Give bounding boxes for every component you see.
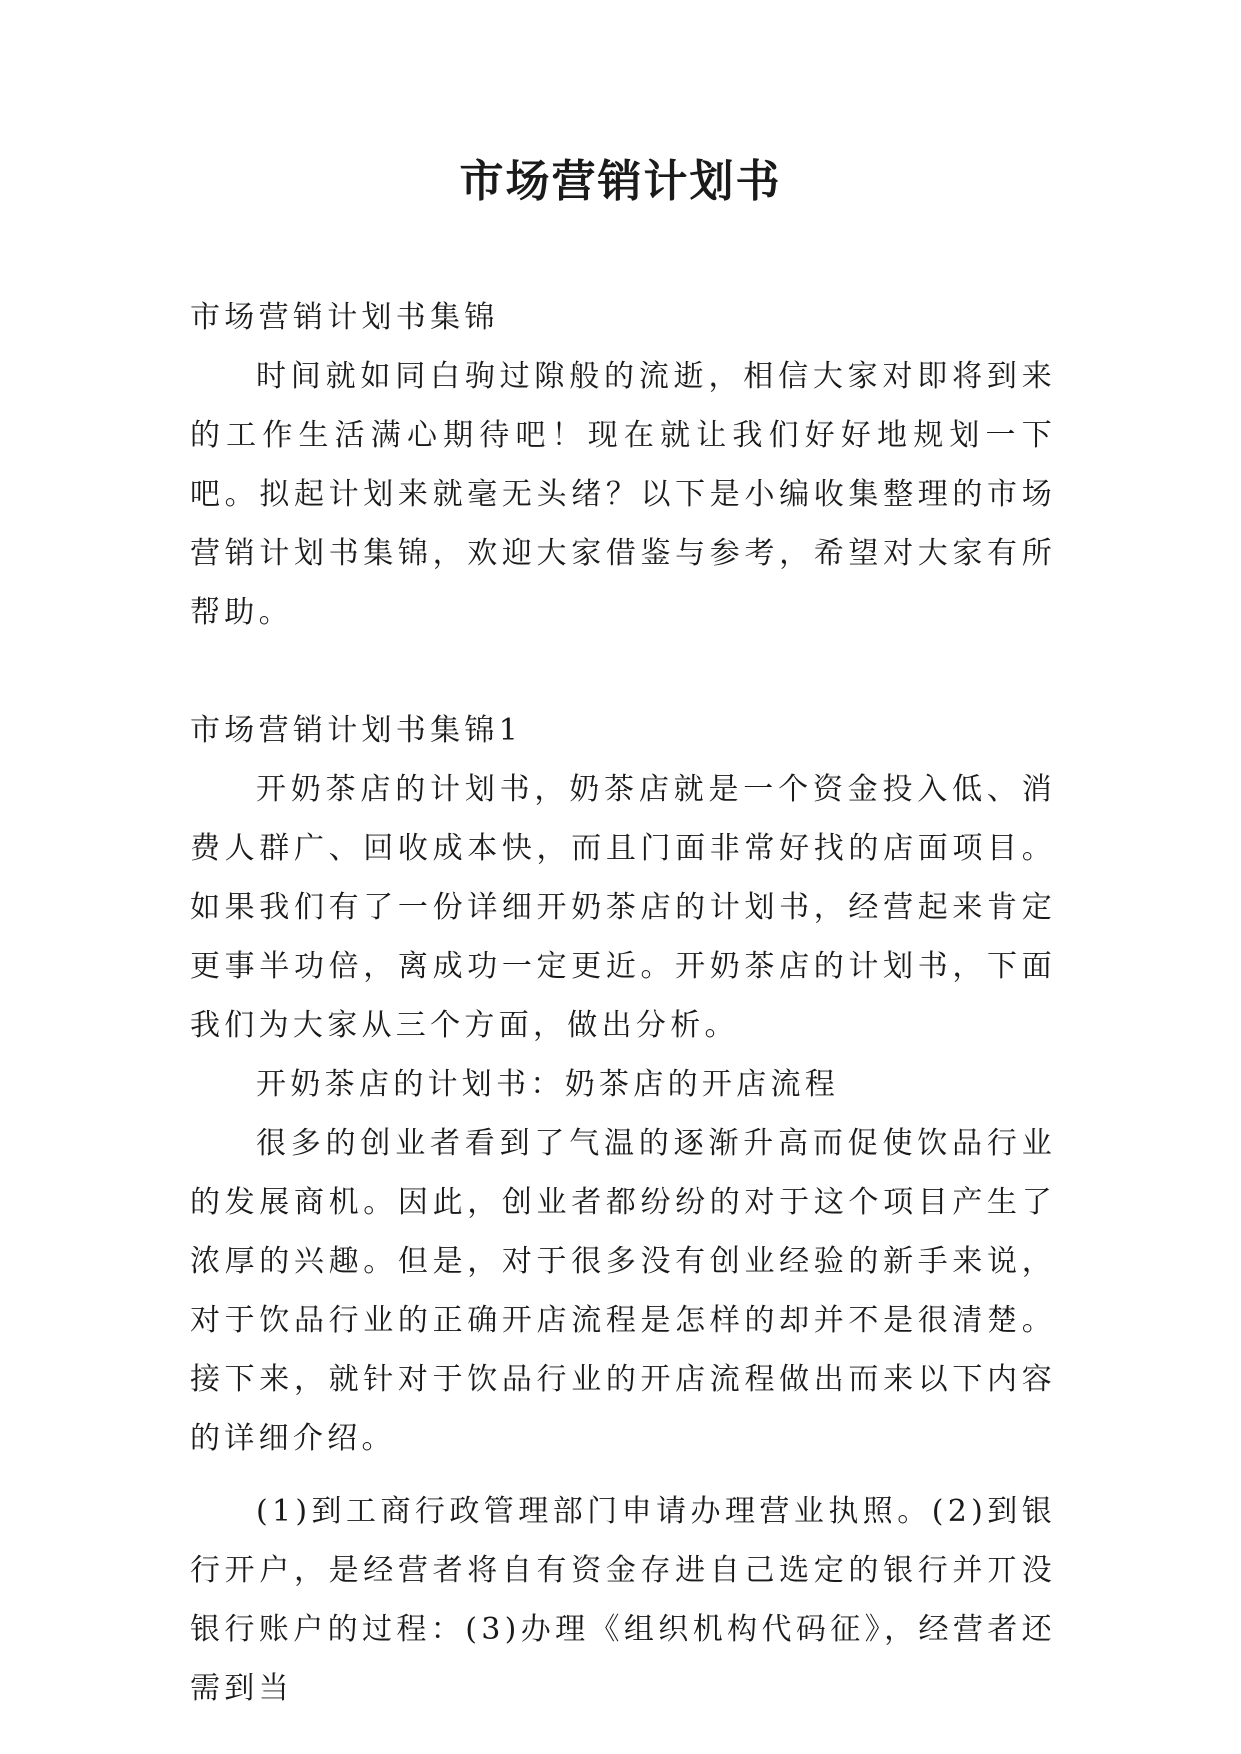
subheading-paragraph: 开奶茶店的计划书：奶茶店的开店流程	[256, 1067, 840, 1102]
document-body	[190, 288, 1056, 1718]
body-paragraph: 很多的创业者看到了气温的逐渐升高而促使饮品行业的发展商机。因此，创业者都纷纷的对于这个项目产生了浓厚的兴趣。但是，对于很多没有创业经验的新手来说，对于饮品行业的正确开店流程是怎样的却并不是很清楚。接下来，就针对于饮品行业的开店流程做出而来以下内容的详细介绍。	[190, 1126, 1056, 1456]
subtitle: 市场营销计划书集锦	[190, 300, 499, 335]
body-paragraph: (1)到工商行政管理部门申请办理营业执照。(2)到银行开户，是经营者将自有资金存进自己选定的银行并丌没银行账户的过程：(3)办理《组织机构代码征》，经营者还需到当	[190, 1494, 1056, 1706]
intro-paragraph: 时间就如同白驹过隙般的流逝，相信大家对即将到来的工作生活满心期待吧！现在就让我们好好地规划一下吧。拟起计划来就毫无头绪？以下是小编收集整理的市场营销计划书集锦，欢迎大家借鉴与参考，希望对大家有所帮助。	[190, 359, 1056, 630]
document-title: 市场营销计划书	[459, 156, 782, 207]
body-paragraph: 开奶茶店的计划书，奶茶店就是一个资金投入低、消费人群广、回收成本快，而且门面非常好找的店面项目。如果我们有了一份详细开奶茶店的计划书，经营起来肯定更事半功倍，离成功一定更近。开奶茶店的计划书，下面我们为大家从三个方面，做出分析。	[190, 772, 1056, 1043]
paragraph-spacer	[190, 1468, 1056, 1482]
section-heading: 市场营销计划书集锦1	[190, 713, 523, 748]
section-spacer	[190, 642, 1056, 701]
